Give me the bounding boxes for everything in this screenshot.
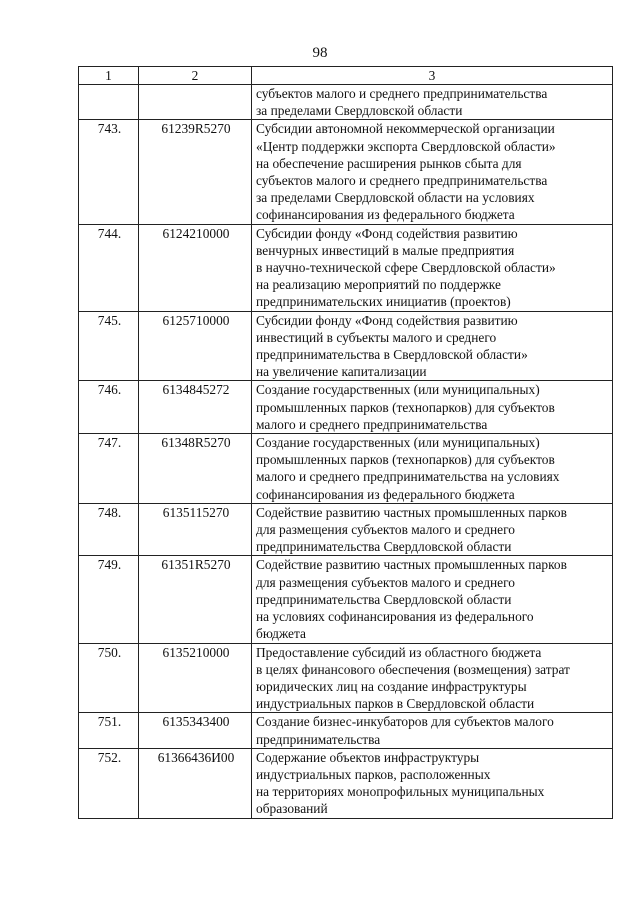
classification-code: 6125710000 bbox=[139, 311, 252, 381]
description-line: образований bbox=[256, 801, 328, 817]
table-row bbox=[79, 224, 613, 311]
expense-description bbox=[252, 434, 613, 504]
expense-description bbox=[252, 224, 613, 311]
description-line: для размещения субъектов малого и среднего bbox=[256, 522, 515, 538]
description-line: Создание государственных (или муниципальных) bbox=[256, 382, 540, 398]
description-line: субъектов малого и среднего предпринимательства bbox=[256, 86, 548, 101]
page-number: 98 bbox=[312, 45, 328, 61]
description-line: для размещения субъектов малого и среднего bbox=[256, 574, 515, 590]
description-line: Создание государственных (или муниципальных) bbox=[256, 435, 540, 451]
row-number: 749. bbox=[79, 556, 139, 643]
description-line: на реализацию мероприятий по поддержке bbox=[256, 277, 501, 293]
table-row bbox=[79, 713, 613, 748]
table-row bbox=[79, 381, 613, 434]
expense-description bbox=[252, 85, 613, 120]
description-line: предпринимательства Свердловской области bbox=[256, 539, 512, 555]
row-number: 745. bbox=[79, 311, 139, 381]
expense-description bbox=[252, 311, 613, 381]
table-row bbox=[79, 643, 613, 713]
table-header-row bbox=[79, 67, 613, 85]
description-line: Создание бизнес-инкубаторов для субъектов малого bbox=[256, 714, 554, 730]
row-number: 743. bbox=[79, 120, 139, 224]
expense-description bbox=[252, 120, 613, 224]
row-number: 752. bbox=[79, 748, 139, 818]
description-line: малого и среднего предпринимательства bbox=[256, 416, 488, 432]
description-line: Содержание объектов инфраструктуры bbox=[256, 749, 480, 765]
expense-description bbox=[252, 503, 613, 556]
row-number: 751. bbox=[79, 713, 139, 748]
row-number: 748. bbox=[79, 503, 139, 556]
row-number: 750. bbox=[79, 643, 139, 713]
table-row bbox=[79, 503, 613, 556]
description-line: на условиях софинансирования из федерального bbox=[256, 609, 534, 625]
table-row bbox=[79, 311, 613, 381]
description-line: Содействие развитию частных промышленных парков bbox=[256, 504, 567, 520]
table-body bbox=[79, 67, 613, 819]
expense-description bbox=[252, 713, 613, 748]
expense-description bbox=[252, 556, 613, 643]
row-number bbox=[79, 85, 139, 120]
description-line: бюджета bbox=[256, 626, 306, 642]
description-line: предпринимательства в Свердловской области» bbox=[256, 347, 528, 363]
description-line: Субсидии фонду «Фонд содействия развитию bbox=[256, 312, 518, 328]
column-header-3: 3 bbox=[252, 67, 613, 85]
table-row bbox=[79, 556, 613, 643]
row-number: 746. bbox=[79, 381, 139, 434]
description-line: в целях финансового обеспечения (возмещения) затрат bbox=[256, 661, 570, 677]
classification-code: 6124210000 bbox=[139, 224, 252, 311]
row-number: 747. bbox=[79, 434, 139, 504]
table-row bbox=[79, 434, 613, 504]
description-line: «Центр поддержки экспорта Свердловской области» bbox=[256, 138, 556, 154]
classification-code: 6135343400 bbox=[139, 713, 252, 748]
description-line: за пределами Свердловской области bbox=[256, 103, 463, 119]
description-line: индустриальных парков в Свердловской области bbox=[256, 696, 535, 712]
description-line: за пределами Свердловской области на условиях bbox=[256, 190, 535, 206]
description-line: юридических лиц на создание инфраструктуры bbox=[256, 678, 527, 694]
description-line: малого и среднего предпринимательства на условиях bbox=[256, 469, 560, 485]
classification-code: 6135115270 bbox=[139, 503, 252, 556]
description-line: инвестиций в субъекты малого и среднего bbox=[256, 329, 497, 345]
expense-description bbox=[252, 748, 613, 818]
table-row bbox=[79, 85, 613, 120]
description-line: софинансирования из федерального бюджета bbox=[256, 486, 515, 502]
description-line: предпринимательских инициатив (проектов) bbox=[256, 294, 511, 310]
table-row bbox=[79, 120, 613, 224]
description-line: Субсидии автономной некоммерческой организации bbox=[256, 121, 555, 137]
budget-classification-table bbox=[78, 66, 613, 819]
description-line: промышленных парков (технопарков) для субъектов bbox=[256, 399, 555, 415]
classification-code: 61351R5270 bbox=[139, 556, 252, 643]
description-line: венчурных инвестиций в малые предприятия bbox=[256, 242, 515, 258]
classification-code: 61366436И00 bbox=[139, 748, 252, 818]
description-line: софинансирования из федерального бюджета bbox=[256, 207, 515, 223]
classification-code: 61239R5270 bbox=[139, 120, 252, 224]
description-line: индустриальных парков, расположенных bbox=[256, 766, 491, 782]
description-line: на увеличение капитализации bbox=[256, 364, 427, 380]
table-row bbox=[79, 748, 613, 818]
description-line: на территориях монопрофильных муниципальных bbox=[256, 784, 545, 800]
classification-code: 6135210000 bbox=[139, 643, 252, 713]
description-line: субъектов малого и среднего предпринимательства bbox=[256, 173, 548, 189]
row-number: 744. bbox=[79, 224, 139, 311]
classification-code bbox=[139, 85, 252, 120]
description-line: Субсидии фонду «Фонд содействия развитию bbox=[256, 225, 518, 241]
description-line: Предоставление субсидий из областного бюджета bbox=[256, 644, 542, 660]
description-line: промышленных парков (технопарков) для субъектов bbox=[256, 452, 555, 468]
description-line: на обеспечение расширения рынков сбыта для bbox=[256, 155, 522, 171]
column-header-1: 1 bbox=[79, 67, 139, 85]
description-line: Содействие развитию частных промышленных парков bbox=[256, 557, 567, 573]
column-header-2: 2 bbox=[139, 67, 252, 85]
classification-code: 61348R5270 bbox=[139, 434, 252, 504]
expense-description bbox=[252, 643, 613, 713]
description-line: в научно-технической сфере Свердловской области» bbox=[256, 260, 556, 276]
expense-description bbox=[252, 381, 613, 434]
description-line: предпринимательства Свердловской области bbox=[256, 591, 512, 607]
classification-code: 6134845272 bbox=[139, 381, 252, 434]
description-line: предпринимательства bbox=[256, 731, 381, 747]
